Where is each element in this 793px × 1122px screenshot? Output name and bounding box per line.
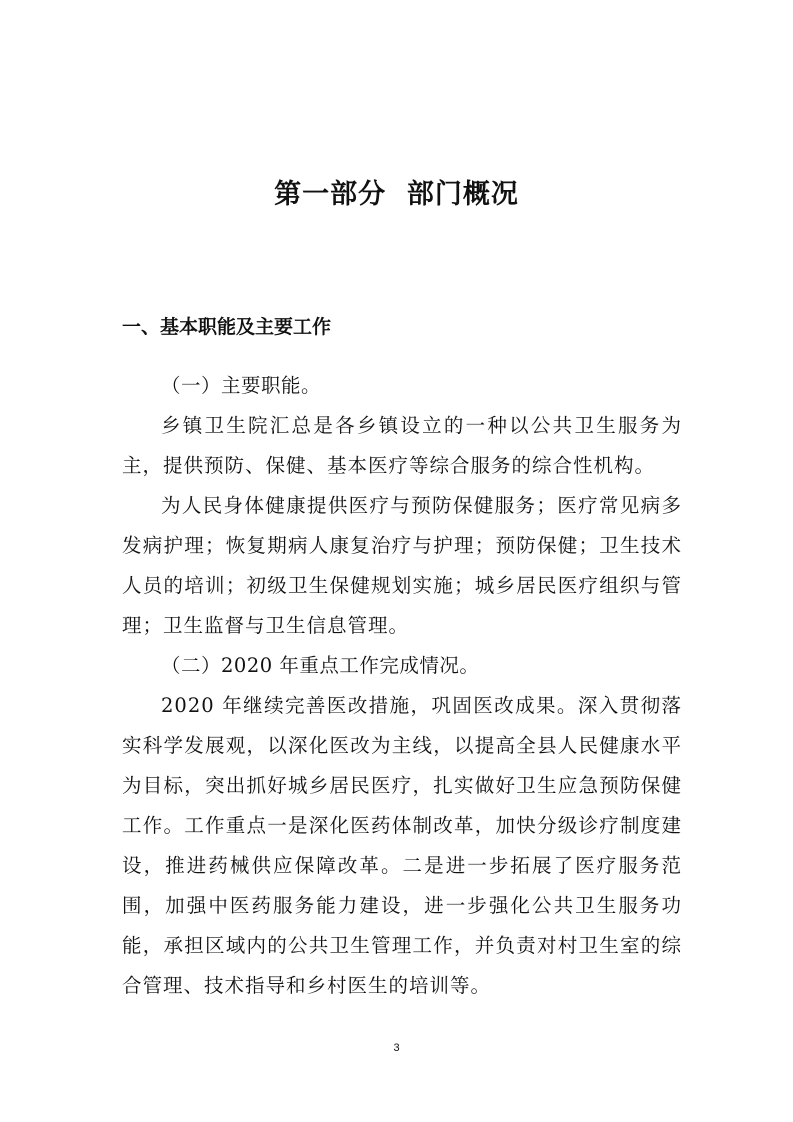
paragraph-institution-definition: 乡镇卫生院汇总是各乡镇设立的一种以公共卫生服务为主，提供预防、保健、基本医疗等综合服务的综合性机构。 — [122, 414, 682, 477]
section-heading: 一、基本职能及主要工作 — [122, 316, 332, 338]
subheading-2020-key-work: （二）2020 年重点工作完成情况。 — [161, 654, 480, 677]
subheading-main-functions: （一）主要职能。 — [161, 374, 322, 397]
part-title: 第一部分 部门概况 — [274, 179, 519, 210]
paragraph-functions-list: 为人民身体健康提供医疗与预防保健服务；医疗常见病多发病护理；恢复期病人康复治疗与护理；预防保健；卫生技术人员的培训；初级卫生保健规划实施；城乡居民医疗组织与管理；卫生监督与卫生信息管理。 — [122, 494, 682, 637]
paragraph-2020-work-summary: 2020 年继续完善医改措施，巩固医改成果。深入贯彻落实科学发展观，以深化医改为主线，以提高全县人民健康水平为目标，突出抓好城乡居民医疗，扎实做好卫生应急预防保健工作。工作重点一是深化医药体制改革，加快分级诊疗制度建设，推进药械供应保障改革。二是进一步拓展了医疗服务范围，加强中医药服务能力建设，进一步强化公共卫生服务功能，承担区域内的公共卫生管理工作，并负责对村卫生室的综合管理、技术指导和乡村医生的培训等。 — [122, 694, 682, 997]
body-text — [122, 366, 682, 1006]
page-number: 3 — [393, 1042, 400, 1054]
